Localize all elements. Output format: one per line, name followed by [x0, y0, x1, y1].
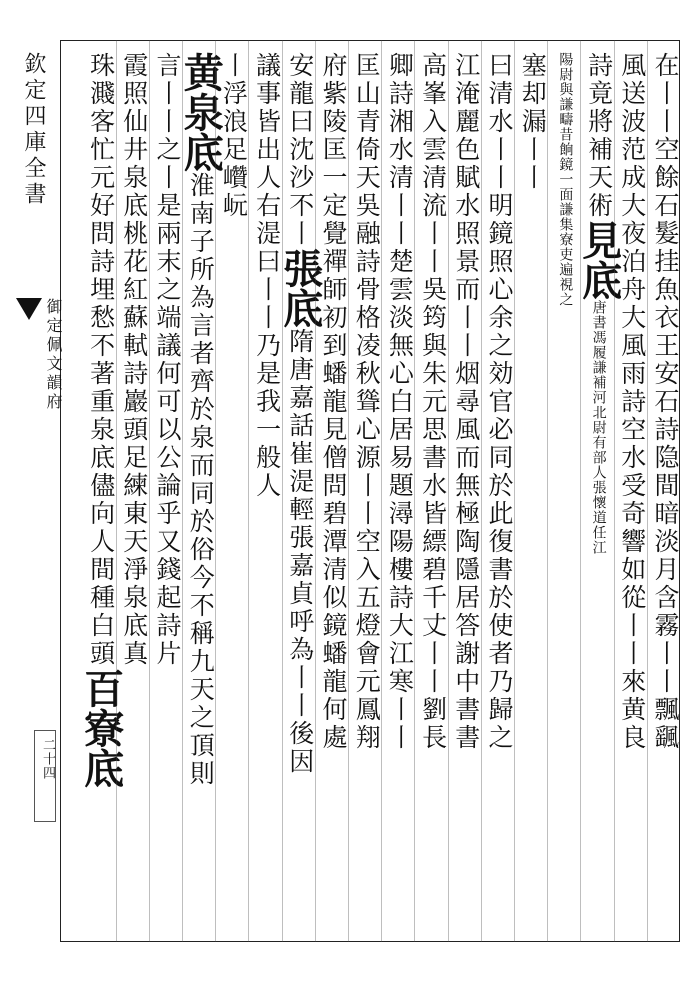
text-column — [77, 52, 125, 788]
text-segment: 言丨丨之丨是兩末之端議何可以公論乎又錢起詩片 — [153, 52, 182, 668]
text-column — [575, 52, 623, 555]
column-rule — [215, 40, 216, 942]
text-column — [384, 52, 414, 752]
text-segment: 唐書馮履謙補河北尉有部人張懷道任江 — [590, 300, 607, 555]
text-segment: 議事皆出人右湜曰丨丨乃是我一般人 — [252, 52, 282, 500]
column-rule — [547, 40, 548, 942]
text-segment: 陽尉與謙疇昔餉鏡一面謙集寮吏遍視之 — [557, 52, 574, 307]
column-rule — [116, 40, 117, 942]
text-segment: 高峯入雲清流丨丨吳筠與朱元思書水皆縹碧千丈丨丨劉長 — [418, 52, 448, 752]
column-rule — [315, 40, 316, 942]
text-column — [617, 52, 647, 752]
page-number: 二十四 — [40, 738, 55, 780]
column-rule — [248, 40, 249, 942]
text-column — [276, 52, 324, 776]
text-segment: 淮南子所為言者齊於泉而同於俗今不稱九天之頂則 — [186, 172, 216, 788]
column-rule — [614, 40, 615, 942]
entry-heading: 百寮底 — [77, 668, 125, 788]
column-rule — [448, 40, 449, 942]
text-column — [418, 52, 448, 752]
text-segment: 江淹麗色賦水照景而丨丨烟尋風而無極陶隱居答謝中書書 — [451, 52, 481, 752]
column-rule — [182, 40, 183, 942]
text-segment: 府紫陵匡一定覺禪師初到蟠龍見僧問碧潭清似鏡蟠龍何處 — [319, 52, 348, 752]
text-column — [550, 52, 580, 307]
text-segment: 匡山青倚天吳融詩骨格凌秋聳心源丨丨空入五燈會元鳳翔 — [352, 52, 382, 752]
text-column — [351, 52, 381, 752]
column-rule — [647, 40, 648, 942]
column-rule — [580, 40, 581, 942]
text-column — [451, 52, 481, 752]
text-column — [152, 52, 182, 668]
column-rule — [381, 40, 382, 942]
text-segment: 塞却漏丨丨 — [518, 52, 548, 192]
fish-tail-mark-icon — [16, 298, 42, 320]
margin-subtitle: 御定佩文韻府 — [44, 298, 63, 412]
margin-title: 欽定四庫全書 — [21, 52, 46, 208]
text-segment: 丨浮浪足巑岏 — [219, 52, 249, 220]
text-segment: 曰清水丨丨明鏡照心余之効官必同於此復書於使者乃歸之 — [485, 52, 514, 752]
text-column — [517, 52, 547, 192]
column-rule — [149, 40, 150, 942]
text-segment: 卿詩湘水清丨丨楚雲淡無心白居易題潯陽樓詩大江寒丨丨 — [385, 52, 415, 752]
entry-heading: 黄泉底 — [177, 52, 225, 172]
entry-heading: 張底 — [276, 248, 324, 328]
text-column — [484, 52, 514, 752]
text-column — [252, 52, 282, 500]
column-rule — [414, 40, 415, 942]
column-rule — [348, 40, 349, 942]
entry-heading: 見底 — [575, 220, 623, 300]
column-rule — [481, 40, 482, 942]
text-segment: 安龍曰沈沙不丨 — [285, 52, 315, 248]
text-column — [318, 52, 348, 752]
text-segment: 珠濺客忙元好問詩埋愁不著重泉底儘向人間種白頭 — [86, 52, 116, 668]
text-column — [650, 52, 680, 752]
text-segment: 隋唐嘉話崔湜輕張嘉貞呼為丨丨後因 — [285, 328, 315, 776]
text-segment: 詩竟將補天術 — [584, 52, 614, 220]
text-column — [119, 52, 149, 668]
text-segment: 在丨丨空餘石髮挂魚衣王安石詩隐間暗淡月含霧丨丨飄颻 — [651, 52, 680, 752]
text-segment: 霞照仙井泉底桃花紅蘇軾詩巖頭足練東天淨泉底真 — [119, 52, 149, 668]
text-column — [177, 52, 225, 788]
column-rule — [514, 40, 515, 942]
text-segment: 風送波范成大夜泊舟大風雨詩空水受奇響如從丨丨來黄良 — [617, 52, 647, 752]
column-rule — [282, 40, 283, 942]
